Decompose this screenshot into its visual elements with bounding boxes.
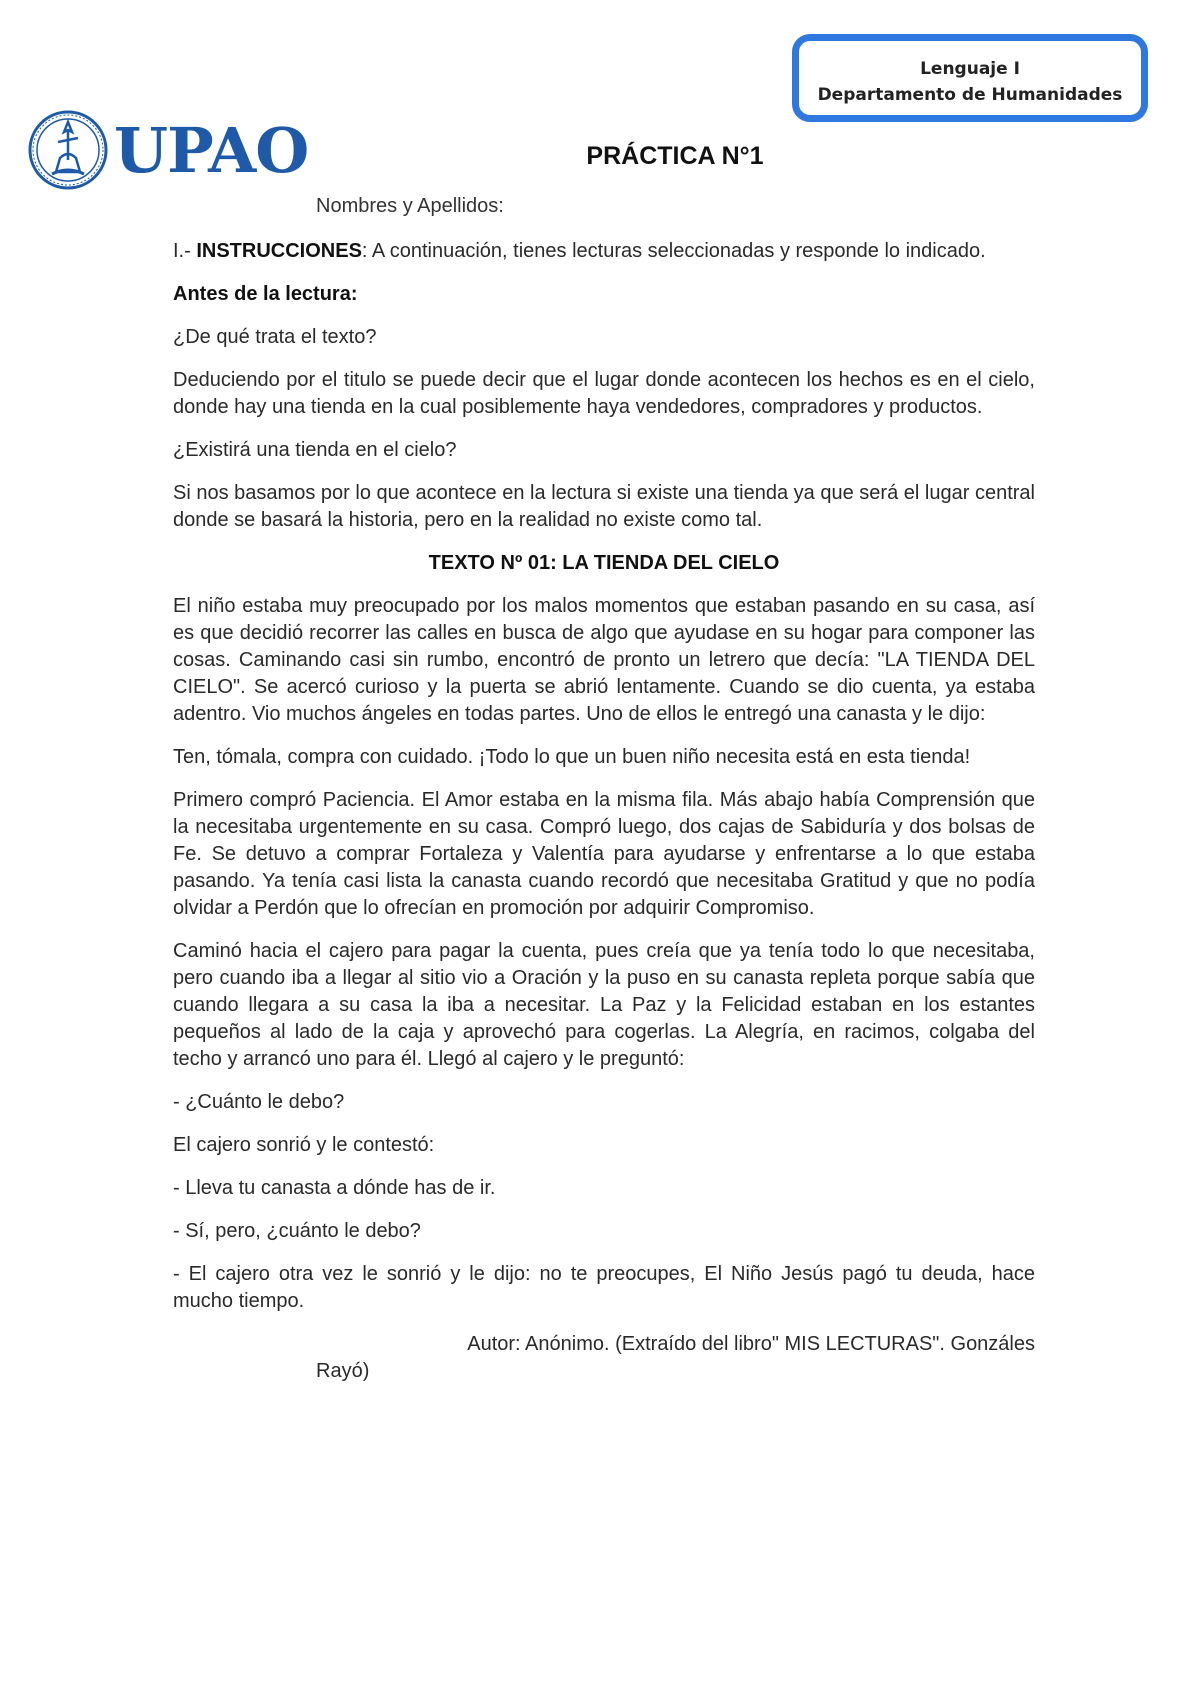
answer-2: Si nos basamos por lo que acontece en la lectura si existe una tienda ya que será el lugar central donde se basará la historia, pero en la realidad no existe como tal. bbox=[173, 482, 1035, 531]
department-name: Departamento de Humanidades bbox=[817, 85, 1123, 105]
reading-paragraph: - Lleva tu canasta a dónde has de ir. bbox=[173, 1177, 496, 1199]
reading-paragraph: - ¿Cuánto le debo? bbox=[173, 1091, 345, 1113]
reading-paragraph: - Sí, pero, ¿cuánto le debo? bbox=[173, 1220, 421, 1242]
upao-logo-text: UPAO bbox=[114, 114, 309, 187]
reading-paragraph: El niño estaba muy preocupado por los malos momentos que estaban pasando en su casa, así es que decidió recorrer las calles en busca de algo que ayudase en su hogar para componer las cosas. Caminando casi sin rumbo, encontró de pronto un letrero que decía: "LA TIENDA DEL CIELO". Se acercó curioso y la puerta se abrió lentamente. Cuando se dio cuenta, ya estaba adentro. Vio muchos ángeles en todas partes. Uno de ellos le entregó una canasta y le dijo: bbox=[173, 595, 1035, 725]
course-name: Lenguaje I bbox=[920, 59, 1020, 79]
author-line: Autor: Anónimo. (Extraído del libro" MIS LECTURAS". Gonzáles bbox=[467, 1333, 1035, 1355]
question-2: ¿Existirá una tienda en el cielo? bbox=[173, 439, 457, 461]
reading-title: TEXTO Nº 01: LA TIENDA DEL CIELO bbox=[428, 552, 780, 574]
reading-paragraph: - El cajero otra vez le sonrió y le dijo: no te preocupes, El Niño Jesús pagó tu deuda, hace mucho tiempo. bbox=[173, 1263, 1035, 1312]
document-body bbox=[173, 238, 1035, 1401]
before-reading-label: Antes de la lectura: bbox=[173, 283, 358, 305]
before-reading-heading bbox=[173, 281, 1035, 308]
names-label: Nombres y Apellidos: bbox=[316, 195, 504, 217]
reading-paragraph: Ten, tómala, compra con cuidado. ¡Todo lo que un buen niño necesita está en esta tienda! bbox=[173, 746, 971, 768]
page-title: PRÁCTICA N°1 bbox=[586, 142, 764, 170]
instructions-paragraph bbox=[173, 238, 1035, 265]
instructions-prefix: I.- bbox=[173, 240, 197, 262]
question-1: ¿De qué trata el texto? bbox=[173, 326, 377, 348]
course-header-box bbox=[792, 34, 1148, 122]
reading-paragraph: Primero compró Paciencia. El Amor estaba en la misma fila. Más abajo había Comprensión que la necesitaba urgentemente en su casa. Compró luego, dos cajas de Sabiduría y dos bolsas de Fe. Se detuvo a comprar Fortaleza y Valentía para ayudarse y enfrentarse a lo que estaba pasando. Ya tenía casi lista la canasta cuando recordó que necesitaba Gratitud y que no podía olvidar a Perdón que lo ofrecían en promoción por adquirir Compromiso. bbox=[173, 789, 1035, 919]
author-line-continued: Rayó) bbox=[316, 1360, 370, 1382]
reading-paragraph: Caminó hacia el cajero para pagar la cuenta, pues creía que ya tenía todo lo que necesitaba, pero cuando iba a llegar al sitio vio a Oración y la puso en su canasta repleta porque sabía que cuando llegara a su casa la iba a necesitar. La Paz y la Felicidad estaban en los estantes pequeños al lado de la caja y aprovechó para cogerlas. La Alegría, en racimos, colgaba del techo y arrancó uno para él. Llegó al cajero y le preguntó: bbox=[173, 940, 1035, 1070]
instructions-text: : A continuación, tienes lecturas seleccionadas y responde lo indicado. bbox=[361, 240, 986, 262]
answer-1: Deduciendo por el titulo se puede decir que el lugar donde acontecen los hechos es en el cielo, donde hay una tienda en la cual posiblemente haya vendedores, compradores y productos. bbox=[173, 369, 1035, 418]
reading-paragraph: El cajero sonrió y le contestó: bbox=[173, 1134, 435, 1156]
instructions-label: INSTRUCCIONES bbox=[196, 240, 362, 262]
